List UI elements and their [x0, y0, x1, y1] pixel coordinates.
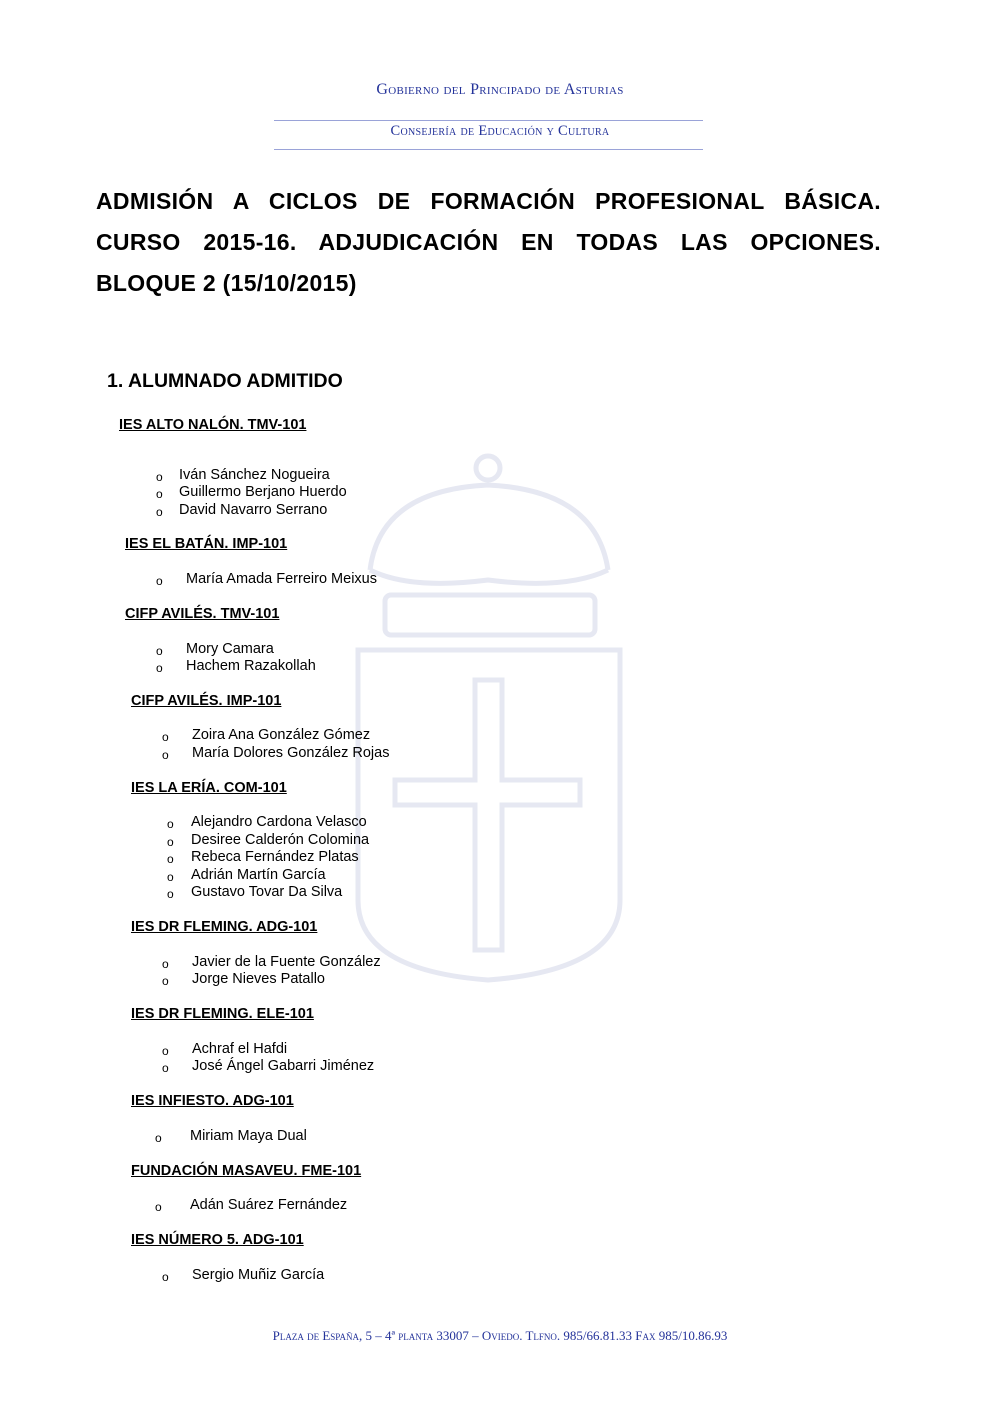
student-name: Adán Suárez Fernández — [190, 1197, 348, 1213]
group-heading: CIFP AVILÉS. IMP-101 — [131, 693, 282, 709]
bullet-icon: o — [155, 1131, 162, 1145]
student-name: María Dolores González Rojas — [192, 745, 390, 761]
group-heading: IES ALTO NALÓN. TMV-101 — [119, 417, 307, 433]
group-heading: IES NÚMERO 5. ADG-101 — [131, 1232, 304, 1248]
divider — [274, 120, 703, 121]
student-name: Alejandro Cardona Velasco — [191, 814, 367, 830]
bullet-icon: o — [167, 835, 174, 849]
bullet-icon: o — [156, 505, 163, 519]
bullet-icon: o — [167, 870, 174, 884]
bullet-icon: o — [162, 957, 169, 971]
student-name: Mory Camara — [186, 641, 274, 657]
student-name: Desiree Calderón Colomina — [191, 832, 370, 848]
bullet-icon: o — [162, 730, 169, 744]
student-name: Javier de la Fuente González — [192, 954, 381, 970]
bullet-icon: o — [167, 817, 174, 831]
group-heading: IES LA ERÍA. COM-101 — [131, 780, 287, 796]
student-name: Miriam Maya Dual — [190, 1128, 307, 1144]
bullet-icon: o — [156, 470, 163, 484]
student-name: Achraf el Hafdi — [192, 1041, 288, 1057]
header-ministry: Consejería de Educación y Cultura — [390, 123, 610, 139]
bullet-icon: o — [167, 887, 174, 901]
student-name: María Amada Ferreiro Meixus — [186, 571, 377, 587]
section-heading: 1. ALUMNADO ADMITIDO — [107, 370, 343, 392]
bullet-icon: o — [162, 1044, 169, 1058]
bullet-icon: o — [156, 661, 163, 675]
student-name: Rebeca Fernández Platas — [191, 849, 359, 865]
student-name: Jorge Nieves Patallo — [192, 971, 325, 987]
bullet-icon: o — [156, 487, 163, 501]
footer-address: Plaza de España, 5 – 4ª planta 33007 – Oviedo. Tlfno. 985/66.81.33 Fax 985/10.86.93 — [272, 1328, 728, 1343]
student-name: Iván Sánchez Nogueira — [179, 467, 330, 483]
student-name: Guillermo Berjano Huerdo — [179, 484, 347, 500]
group-heading: FUNDACIÓN MASAVEU. FME-101 — [131, 1163, 362, 1179]
group-heading: IES INFIESTO. ADG-101 — [131, 1093, 294, 1109]
group-heading: CIFP AVILÉS. TMV-101 — [125, 606, 280, 622]
bullet-icon: o — [162, 974, 169, 988]
bullet-icon: o — [155, 1200, 162, 1214]
student-name: Hachem Razakollah — [186, 658, 316, 674]
student-name: Zoira Ana González Gómez — [192, 727, 371, 743]
group-heading: IES DR FLEMING. ELE-101 — [131, 1006, 314, 1022]
title-line-3: BLOQUE 2 (15/10/2015) — [96, 270, 357, 296]
bullet-icon: o — [156, 644, 163, 658]
divider — [274, 149, 703, 150]
asturias-crest-watermark — [350, 450, 630, 990]
title-line-2: CURSO 2015-16. ADJUDICACIÓN EN TODAS LAS OPCIONES. — [96, 229, 881, 255]
bullet-icon: o — [162, 1270, 169, 1284]
student-name: Sergio Muñiz García — [192, 1267, 325, 1283]
group-heading: IES DR FLEMING. ADG-101 — [131, 919, 318, 935]
bullet-icon: o — [156, 574, 163, 588]
header-government: Gobierno del Principado de Asturias — [376, 81, 624, 98]
student-name: José Ángel Gabarri Jiménez — [192, 1058, 375, 1074]
student-name: David Navarro Serrano — [179, 502, 328, 518]
bullet-icon: o — [162, 1061, 169, 1075]
student-name: Gustavo Tovar Da Silva — [191, 884, 343, 900]
student-name: Adrián Martín García — [191, 867, 326, 883]
group-heading: IES EL BATÁN. IMP-101 — [125, 536, 288, 552]
bullet-icon: o — [167, 852, 174, 866]
bullet-icon: o — [162, 748, 169, 762]
title-line-1: ADMISIÓN A CICLOS DE FORMACIÓN PROFESIONAL BÁSICA. — [96, 188, 881, 214]
